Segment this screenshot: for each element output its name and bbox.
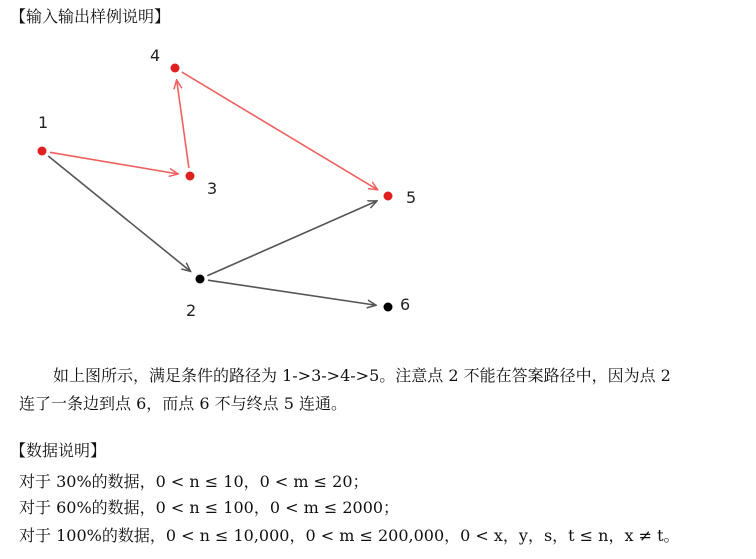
data-range-100: 对于 100%的数据，0 < n ≤ 10,000，0 < m ≤ 200,000，0 < x，y，s，t ≤ n，x ≠ t。 <box>19 526 680 545</box>
node-label-2: 2 <box>186 301 197 320</box>
data-range-30: 对于 30%的数据，0 < n ≤ 10，0 < m ≤ 20； <box>19 472 369 491</box>
edge-2-5 <box>207 201 377 276</box>
explanation-line-2: 连了一条边到点 6，而点 6 不与终点 5 连通。 <box>19 394 347 413</box>
node-4 <box>171 64 180 73</box>
node-label-1: 1 <box>38 113 49 132</box>
edge-2-6 <box>208 280 376 305</box>
data-range-60: 对于 60%的数据，0 < n ≤ 100，0 < m ≤ 2000； <box>19 498 400 517</box>
node-6 <box>384 303 393 312</box>
node-1 <box>38 147 47 156</box>
data-description-heading: 【数据说明】 <box>10 441 107 460</box>
node-3 <box>186 172 195 181</box>
io-example-heading: 【输入输出样例说明】 <box>10 7 171 26</box>
edge-3-4 <box>177 80 189 168</box>
edge-4-5 <box>182 72 378 190</box>
path-graph-diagram <box>0 30 470 330</box>
node-label-3: 3 <box>207 179 218 198</box>
node-label-6: 6 <box>400 295 411 314</box>
explanation-line-1: 如上图所示，满足条件的路径为 1->3->4->5。注意点 2 不能在答案路径中，因为点 2 <box>53 366 671 385</box>
node-label-4: 4 <box>150 46 161 65</box>
node-label-5: 5 <box>406 188 417 207</box>
explanation-paragraph <box>19 362 746 418</box>
node-5 <box>384 192 393 201</box>
edge-1-3 <box>50 152 178 174</box>
edge-1-2 <box>48 156 190 271</box>
node-2 <box>196 275 205 284</box>
